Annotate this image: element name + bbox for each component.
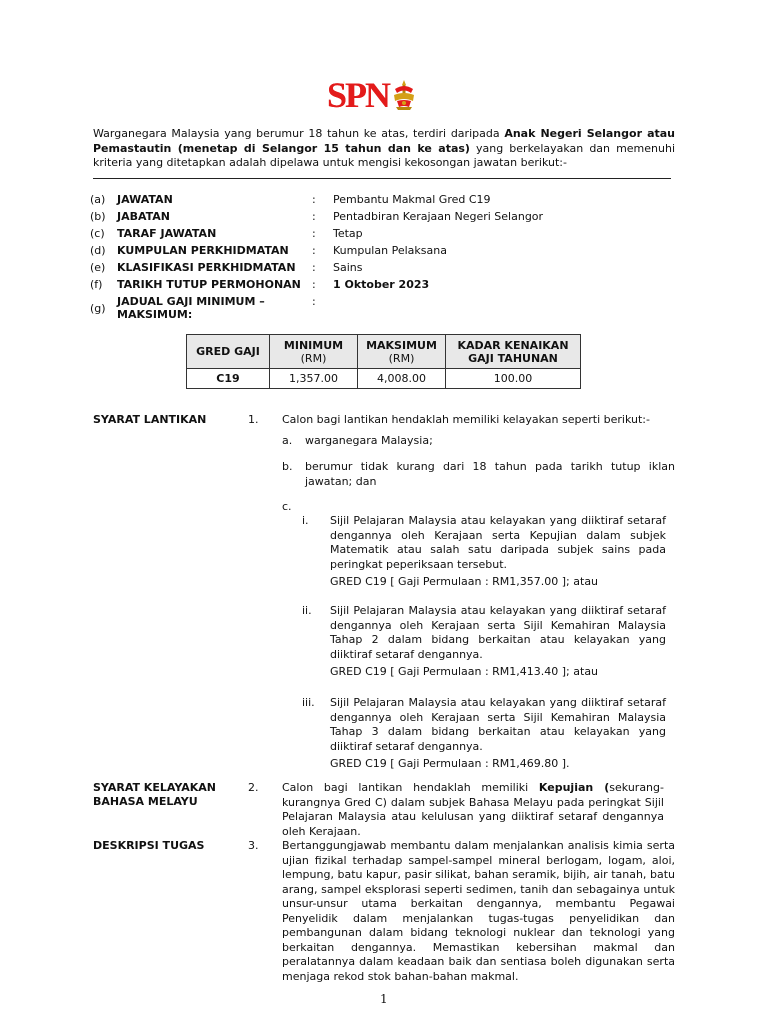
field-kumpulan-perkhidmatan xyxy=(90,244,690,259)
field-label: JAWATAN xyxy=(117,193,173,206)
section-number: 1. xyxy=(248,413,259,426)
item-iii-key: iii. xyxy=(302,696,315,709)
section-number: 2. xyxy=(248,781,259,794)
field-colon: : xyxy=(312,210,316,223)
field-colon: : xyxy=(312,227,316,240)
header-kadar-2: GAJI TAHUNAN xyxy=(468,351,558,365)
field-jabatan xyxy=(90,210,690,225)
field-colon: : xyxy=(312,261,316,274)
field-label: KUMPULAN PERKHIDMATAN xyxy=(117,244,289,257)
field-klasifikasi-perkhidmatan xyxy=(90,261,690,276)
deskripsi-text: Bertanggungjawab membantu dalam menjalankan analisis kimia serta ujian fizikal terhadap sampel-sampel mineral berlogam, logam, aloi, lempung, batu kapur, pasir silikat, bahan seramik, bijih, air tanah, batu arang, sampel eksplorasi seperti sedimen, tanih dan sebagainya untuk unsur-unsur utama berkaitan dengannya, membantu Pegawai Penyelidik dalam menjalankan tugas-tugas penyelidikan dan pembangunan dalam bidang teknologi nuklear dan teknologi yang berkaitan dengannya. Memastikan kebersihan makmal dan peralatannya dalam keadaan baik dan sentiasa boleh digunakan serta menjaga rekod stok bahan-bahan makmal. xyxy=(282,839,675,983)
field-colon: : xyxy=(312,295,316,308)
header-minimum xyxy=(270,335,358,369)
field-key: (c) xyxy=(90,227,105,240)
field-colon: : xyxy=(312,278,316,291)
spn-logo xyxy=(327,75,417,115)
field-key: (b) xyxy=(90,210,106,223)
field-jawatan xyxy=(90,193,690,208)
item-a-text: warganegara Malaysia; xyxy=(305,434,433,447)
bm-bold: Kepujian ( xyxy=(538,781,610,794)
salary-table-header xyxy=(187,335,581,369)
header-maksimum xyxy=(358,335,446,369)
field-value: Pembantu Makmal Gred C19 xyxy=(333,193,491,206)
salary-table xyxy=(186,334,581,389)
field-label xyxy=(117,295,265,321)
item-ii-key: ii. xyxy=(302,604,312,617)
header-min-label: MINIMUM xyxy=(283,338,344,352)
header-kadar xyxy=(446,335,581,369)
field-value: Sains xyxy=(333,261,363,274)
bm-text-1: Calon bagi lantikan hendaklah memiliki xyxy=(282,781,539,794)
field-colon: : xyxy=(312,244,316,257)
cell-min: 1,357.00 xyxy=(270,369,358,389)
intro-text-2: yang berkelayakan dan memenuhi kriteria yang ditetapkan adalah dipelawa untuk mengisi kekosongan jawatan berikut:- xyxy=(93,141,676,169)
field-label: JABATAN xyxy=(117,210,171,223)
logo-text: SPN xyxy=(327,75,390,115)
field-label: KLASIFIKASI PERKHIDMATAN xyxy=(117,261,296,274)
intro-bold: Anak Negeri Selangor atau Pemastautin (menetap di Selangor 15 tahun dan ke atas) xyxy=(93,127,676,155)
field-value: Tetap xyxy=(333,227,363,240)
header-kadar-1: KADAR KENAIKAN xyxy=(457,338,569,352)
field-value: 1 Oktober 2023 xyxy=(333,278,430,291)
item-iii-text: Sijil Pelajaran Malaysia atau kelayakan yang diiktiraf setaraf dengannya oleh Kerajaan serta Sijil Kemahiran Malaysia Tahap 3 dalam bidang berkaitan atau kelayakan yang diiktiraf setaraf dengannya. xyxy=(330,696,666,753)
divider-line xyxy=(93,178,671,179)
field-label-line1: JADUAL GAJI MINIMUM – xyxy=(117,295,265,308)
intro-paragraph xyxy=(93,127,675,171)
field-value: Pentadbiran Kerajaan Negeri Selangor xyxy=(333,210,544,223)
section-title-syarat-bm xyxy=(93,781,216,809)
cell-gred: C19 xyxy=(187,369,270,389)
item-ii-text: Sijil Pelajaran Malaysia atau kelayakan yang diiktiraf setaraf dengannya oleh Kerajaan serta Sijil Kemahiran Malaysia Tahap 2 dalam bidang berkaitan atau kelayakan yang diiktiraf setaraf dengannya. xyxy=(330,604,666,661)
item-c-key: c. xyxy=(282,500,292,513)
field-key: (a) xyxy=(90,193,106,206)
field-colon: : xyxy=(312,193,316,206)
field-label: TARIKH TUTUP PERMOHONAN xyxy=(117,278,301,291)
section-title-syarat-lantikan: SYARAT LANTIKAN xyxy=(93,413,207,426)
field-label-line2: MAKSIMUM: xyxy=(117,308,193,321)
table-row xyxy=(187,369,581,389)
header-max-unit: (RM) xyxy=(388,351,415,365)
item-i-text: Sijil Pelajaran Malaysia atau kelayakan yang diiktiraf setaraf dengannya oleh Kerajaan serta Kepujian dalam subjek Matematik atau salah satu daripada subjek sains pada peringkat peperiksaan tersebut. xyxy=(330,514,666,571)
selangor-crest-icon xyxy=(391,79,417,111)
item-ii-gred: GRED C19 [ Gaji Permulaan : RM1,413.40 ]; atau xyxy=(330,665,599,678)
bm-text-2: sekurang-kurangnya Gred C) dalam subjek Bahasa Melayu pada peringkat Sijil Pelajaran Malaysia atau kelulusan yang diiktiraf setaraf dengannya oleh Kerajaan. xyxy=(282,781,664,838)
item-i-gred: GRED C19 [ Gaji Permulaan : RM1,357.00 ]; atau xyxy=(330,575,599,588)
item-iii-gred: GRED C19 [ Gaji Permulaan : RM1,469.80 ]. xyxy=(330,757,570,770)
page-number: 1 xyxy=(380,992,388,1006)
field-jadual-gaji xyxy=(90,295,690,325)
field-tarikh-tutup xyxy=(90,278,690,293)
cell-kadar: 100.00 xyxy=(446,369,581,389)
field-taraf-jawatan xyxy=(90,227,690,242)
syarat-lead: Calon bagi lantikan hendaklah memiliki kelayakan seperti berikut:- xyxy=(282,413,650,426)
item-b-key: b. xyxy=(282,460,293,473)
field-key: (g) xyxy=(90,302,106,315)
syarat-bm-text xyxy=(282,781,664,839)
item-b-text: berumur tidak kurang dari 18 tahun pada tarikh tutup iklan jawatan; dan xyxy=(305,460,675,488)
section-number: 3. xyxy=(248,839,259,852)
item-i-key: i. xyxy=(302,514,309,527)
field-value: Kumpulan Pelaksana xyxy=(333,244,447,257)
section-title-deskripsi: DESKRIPSI TUGAS xyxy=(93,839,205,852)
cell-max: 4,008.00 xyxy=(358,369,446,389)
field-label: TARAF JAWATAN xyxy=(117,227,217,240)
title-line2: BAHASA MELAYU xyxy=(93,795,198,808)
title-line1: SYARAT KELAYAKAN xyxy=(93,781,216,794)
field-key: (f) xyxy=(90,278,103,291)
field-key: (e) xyxy=(90,261,106,274)
intro-text-1: Warganegara Malaysia yang berumur 18 tahun ke atas, terdiri daripada xyxy=(93,127,505,140)
item-a-key: a. xyxy=(282,434,293,447)
field-key: (d) xyxy=(90,244,106,257)
header-max-label: MAKSIMUM xyxy=(366,338,437,352)
header-min-unit: (RM) xyxy=(300,351,327,365)
header-gred: GRED GAJI xyxy=(187,335,270,369)
